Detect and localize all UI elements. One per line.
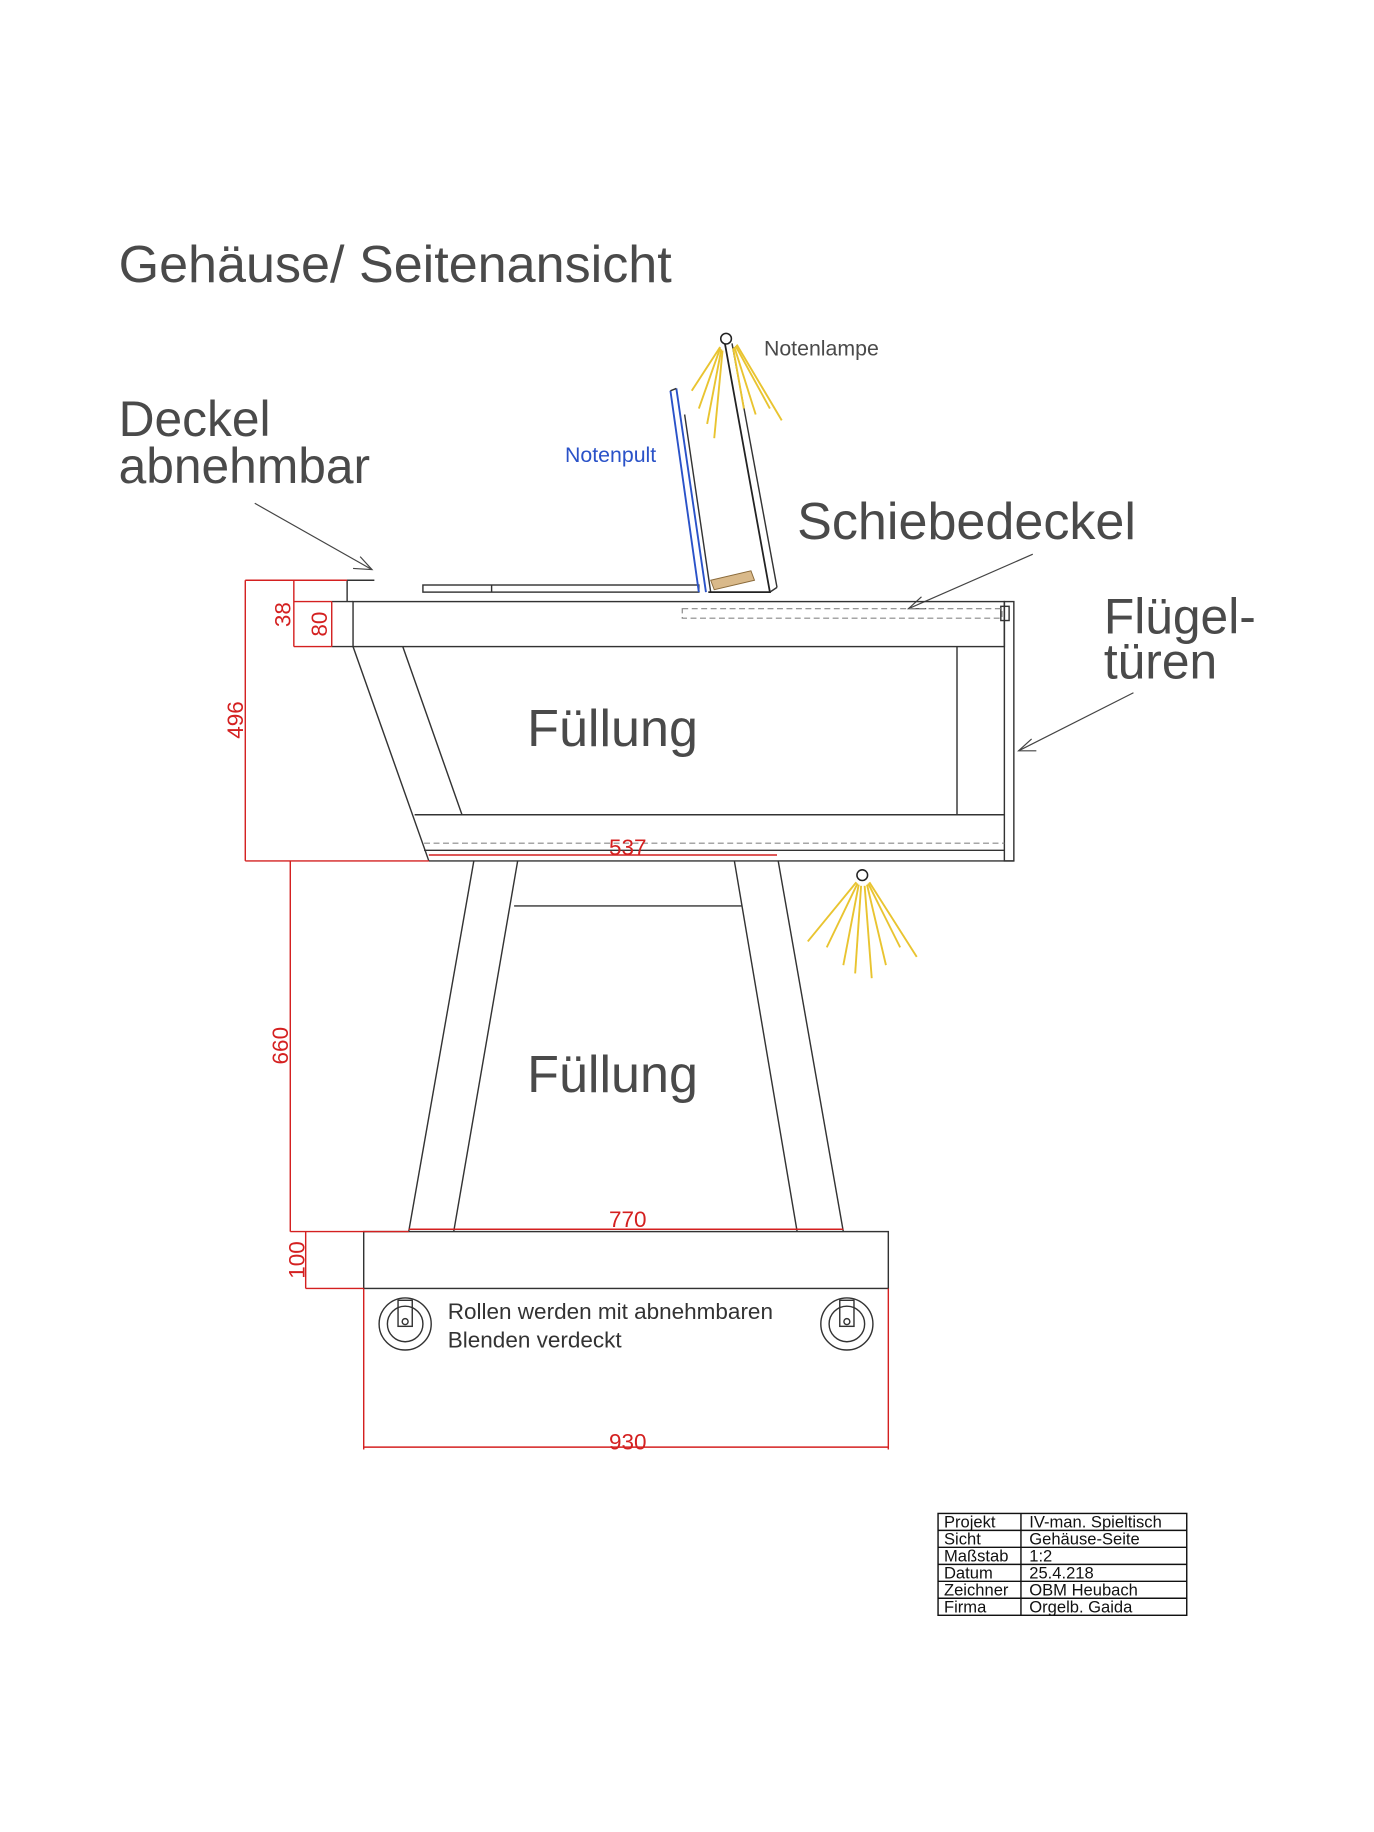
lid-deckel xyxy=(347,580,699,601)
dimension-upper-width: 537 xyxy=(609,835,647,861)
label-abnehmbar: abnehmbar xyxy=(118,438,371,495)
label-deckel: Deckel xyxy=(118,390,271,447)
label-rollen-2: Blenden verdeckt xyxy=(447,1327,622,1353)
title-block-key-projekt: Projekt xyxy=(943,1512,996,1532)
title-block-value-firma: Orgelb. Gaida xyxy=(1029,1597,1133,1617)
music-rest-support-block xyxy=(711,571,755,590)
title-block-key-sicht: Sicht xyxy=(943,1529,981,1549)
dimension-lower-height: 660 xyxy=(267,1026,293,1065)
title-block-value-zeichner: OBM Heubach xyxy=(1029,1580,1138,1600)
side-door-fluegeltuer xyxy=(1004,602,1013,861)
title-block-key-datum: Datum xyxy=(943,1563,993,1583)
dimension-lid: 38 xyxy=(270,602,296,628)
top-board xyxy=(353,602,1004,647)
label-notenlampe: Notenlampe xyxy=(763,336,879,361)
drawing-title: Gehäuse/ Seitenansicht xyxy=(118,235,672,294)
sliding-lid-schiebedeckel xyxy=(682,609,1002,618)
lamp-lower-light xyxy=(808,882,917,978)
dimension-top-board: 80 xyxy=(306,611,332,637)
title-block-key-firma: Firma xyxy=(943,1597,987,1617)
music-rest-notenpult xyxy=(670,388,754,592)
wheel-right-icon xyxy=(821,1298,873,1350)
title-block-value-sicht: Gehäuse-Seite xyxy=(1029,1529,1140,1549)
arrow-deckel xyxy=(255,503,372,569)
arrow-schiebedeckel xyxy=(908,554,1032,608)
title-block-key-massstab: Maßstab xyxy=(943,1546,1009,1566)
label-fuellung-upper: Füllung xyxy=(527,700,698,759)
lamp-lower-icon xyxy=(857,870,868,881)
label-schiebedeckel: Schiebedeckel xyxy=(797,492,1136,551)
wheel-left-icon xyxy=(379,1298,431,1350)
label-notenpult: Notenpult xyxy=(565,442,657,467)
arrow-fluegeltueren xyxy=(1019,693,1134,751)
lamp-upper-icon xyxy=(721,333,732,344)
label-fluegel: Flügel- xyxy=(1103,588,1256,645)
label-rollen-1: Rollen werden mit abnehmbaren xyxy=(447,1299,773,1325)
title-block-value-datum: 25.4.218 xyxy=(1029,1563,1094,1583)
title-block-key-zeichner: Zeichner xyxy=(943,1580,1009,1600)
dimension-lower-width: 770 xyxy=(609,1206,647,1232)
title-block-value-projekt: IV-man. Spieltisch xyxy=(1029,1512,1162,1532)
dimension-base-height: 100 xyxy=(284,1241,310,1279)
label-tueren: türen xyxy=(1103,633,1218,690)
dimension-upper-height: 496 xyxy=(222,701,248,739)
title-block xyxy=(938,1513,1187,1617)
base-platform xyxy=(364,1232,889,1289)
title-block-value-massstab: 1:2 xyxy=(1029,1546,1053,1566)
dimension-base-width: 930 xyxy=(609,1429,647,1455)
lamp-arm xyxy=(708,343,777,592)
label-fuellung-lower: Füllung xyxy=(527,1045,698,1104)
